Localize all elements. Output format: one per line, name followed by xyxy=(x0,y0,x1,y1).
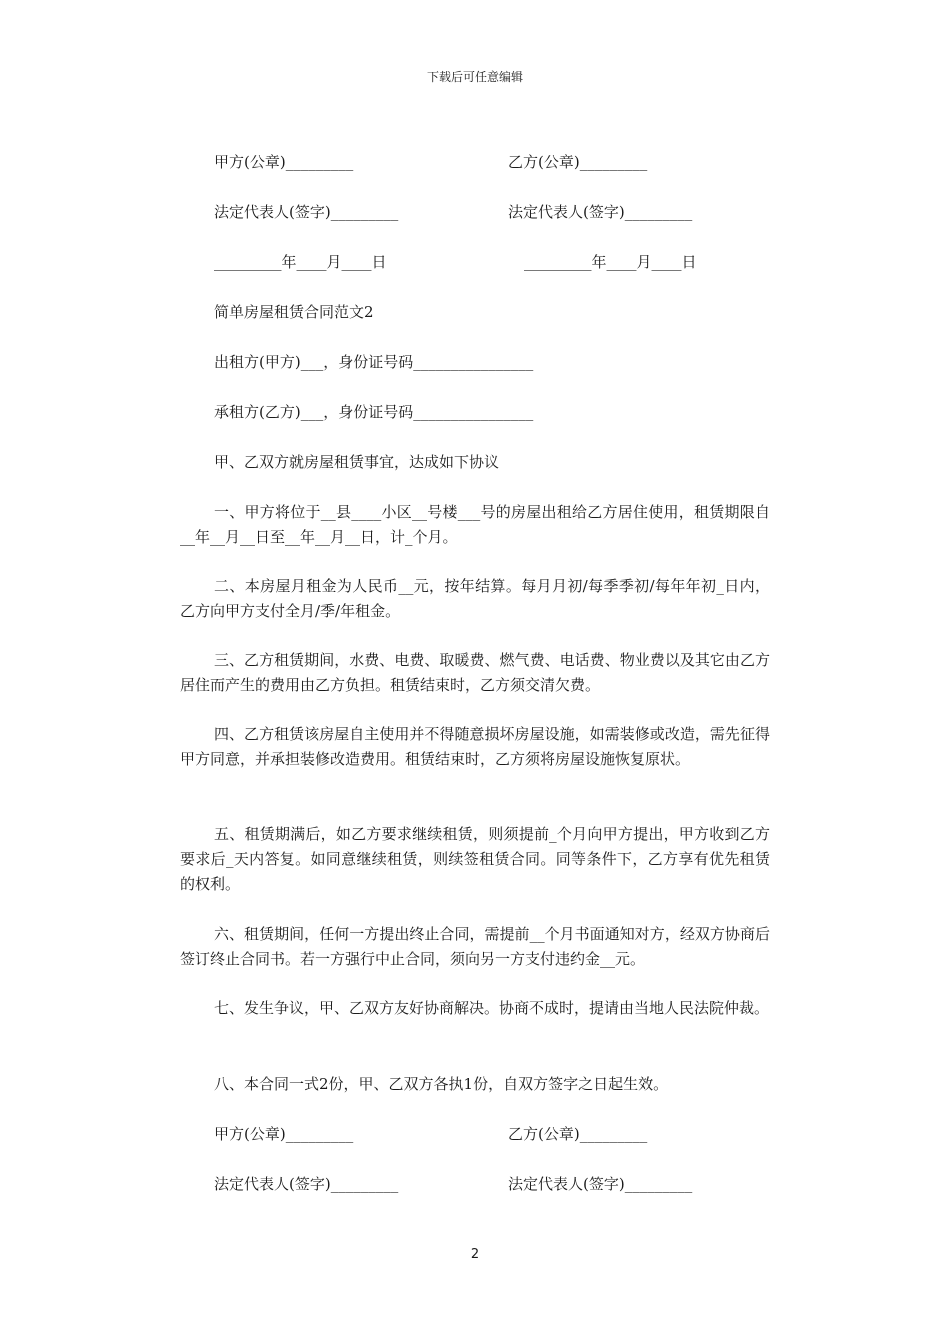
party-a-date: _________年____月____日 xyxy=(214,253,387,271)
clause-4: 四、乙方租赁该房屋自主使用并不得随意损坏房屋设施，如需装修或改造，需先征得甲方同意，并承担装修改造费用。租赁结束时，乙方须将房屋设施恢复原状。 xyxy=(180,725,770,768)
clause-3: 三、乙方租赁期间，水费、电费、取暖费、燃气费、电话费、物业费以及其它由乙方居住而产生的费用由乙方负担。租赁结束时，乙方须交清欠费。 xyxy=(180,651,770,694)
party-b-seal: 乙方(公章)_________ xyxy=(508,153,648,171)
party-a-seal: 甲方(公章)_________ xyxy=(214,153,354,171)
party-b-date: _________年____月____日 xyxy=(524,253,697,271)
party-b-representative: 法定代表人(签字)_________ xyxy=(508,203,693,221)
clause-8: 八、本合同一式2份，甲、乙双方各执1份，自双方签字之日起生效。 xyxy=(214,1075,669,1093)
bottom-party-b-representative: 法定代表人(签字)_________ xyxy=(508,1175,693,1193)
page-number: 2 xyxy=(470,1247,480,1262)
contract-title: 简单房屋租赁合同范文2 xyxy=(214,303,374,321)
bottom-party-b-seal: 乙方(公章)_________ xyxy=(508,1125,648,1143)
clause-2: 二、本房屋月租金为人民币__元，按年结算。每月月初/每季季初/每年年初_日内，乙方向甲方支付全月/季/年租金。 xyxy=(180,577,770,620)
agreement-intro: 甲、乙双方就房屋租赁事宜，达成如下协议 xyxy=(214,453,500,471)
clause-5: 五、租赁期满后，如乙方要求继续租赁，则须提前_个月向甲方提出，甲方收到乙方要求后_天内答复。如同意继续租赁，则续签租赁合同。同等条件下，乙方享有优先租赁的权利。 xyxy=(180,825,770,893)
bottom-party-a-representative: 法定代表人(签字)_________ xyxy=(214,1175,399,1193)
clause-7: 七、发生争议，甲、乙双方友好协商解决。协商不成时，提请由当地人民法院仲裁。 xyxy=(214,999,770,1017)
party-a-representative: 法定代表人(签字)_________ xyxy=(214,203,399,221)
bottom-party-a-seal: 甲方(公章)_________ xyxy=(214,1125,354,1143)
clause-6: 六、租赁期间，任何一方提出终止合同，需提前__个月书面通知对方，经双方协商后签订终止合同书。若一方强行中止合同，须向另一方支付违约金__元。 xyxy=(180,925,770,968)
lessee-line: 承租方(乙方)___，身份证号码________________ xyxy=(214,403,534,421)
clause-1: 一、甲方将位于__县____小区__号楼___号的房屋出租给乙方居住使用，租赁期限自__年__月__日至__年__月__日，计_个月。 xyxy=(180,503,770,546)
lessor-line: 出租方(甲方)___，身份证号码________________ xyxy=(214,353,534,371)
page-header: 下载后可任意编辑 xyxy=(426,70,523,84)
